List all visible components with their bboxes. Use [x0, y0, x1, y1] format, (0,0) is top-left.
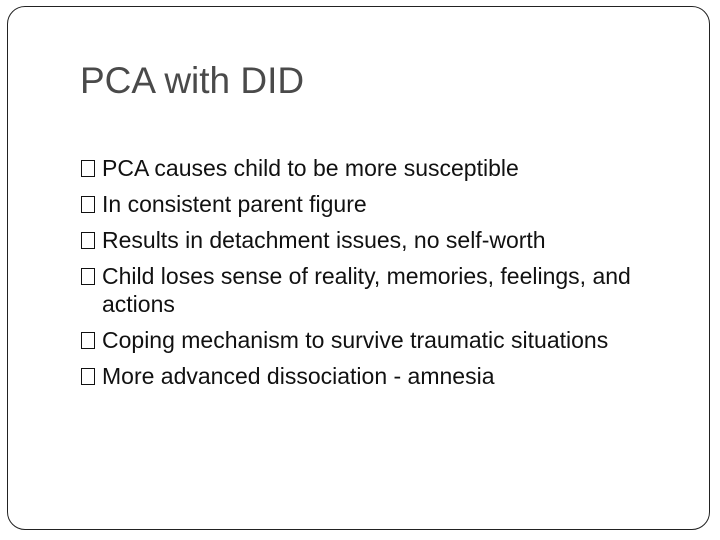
- bullet-text: Coping mechanism to survive traumatic situations: [102, 327, 609, 353]
- bullet-text: PCA causes child to be more susceptible: [102, 155, 519, 181]
- missing-glyph-box-icon: [81, 332, 95, 349]
- missing-glyph-box-icon: [81, 368, 95, 385]
- missing-glyph-box-icon: [81, 232, 95, 249]
- slide-title: PCA with DID: [80, 60, 305, 101]
- bullet-text: Child loses sense of reality, memories, feelings, and actions: [102, 263, 631, 317]
- bullet-item: [81, 326, 696, 354]
- bullet-item: [81, 154, 696, 182]
- bullet-item: [81, 362, 696, 390]
- missing-glyph-box-icon: [81, 196, 95, 213]
- bullet-list: [81, 154, 696, 398]
- bullet-item: [81, 262, 696, 318]
- bullet-text: More advanced dissociation - amnesia: [102, 363, 495, 389]
- bullet-text: In consistent parent figure: [102, 191, 367, 217]
- missing-glyph-box-icon: [81, 268, 95, 285]
- missing-glyph-box-icon: [81, 160, 95, 177]
- bullet-item: [81, 226, 696, 254]
- bullet-text: Results in detachment issues, no self-worth: [102, 227, 546, 253]
- bullet-item: [81, 190, 696, 218]
